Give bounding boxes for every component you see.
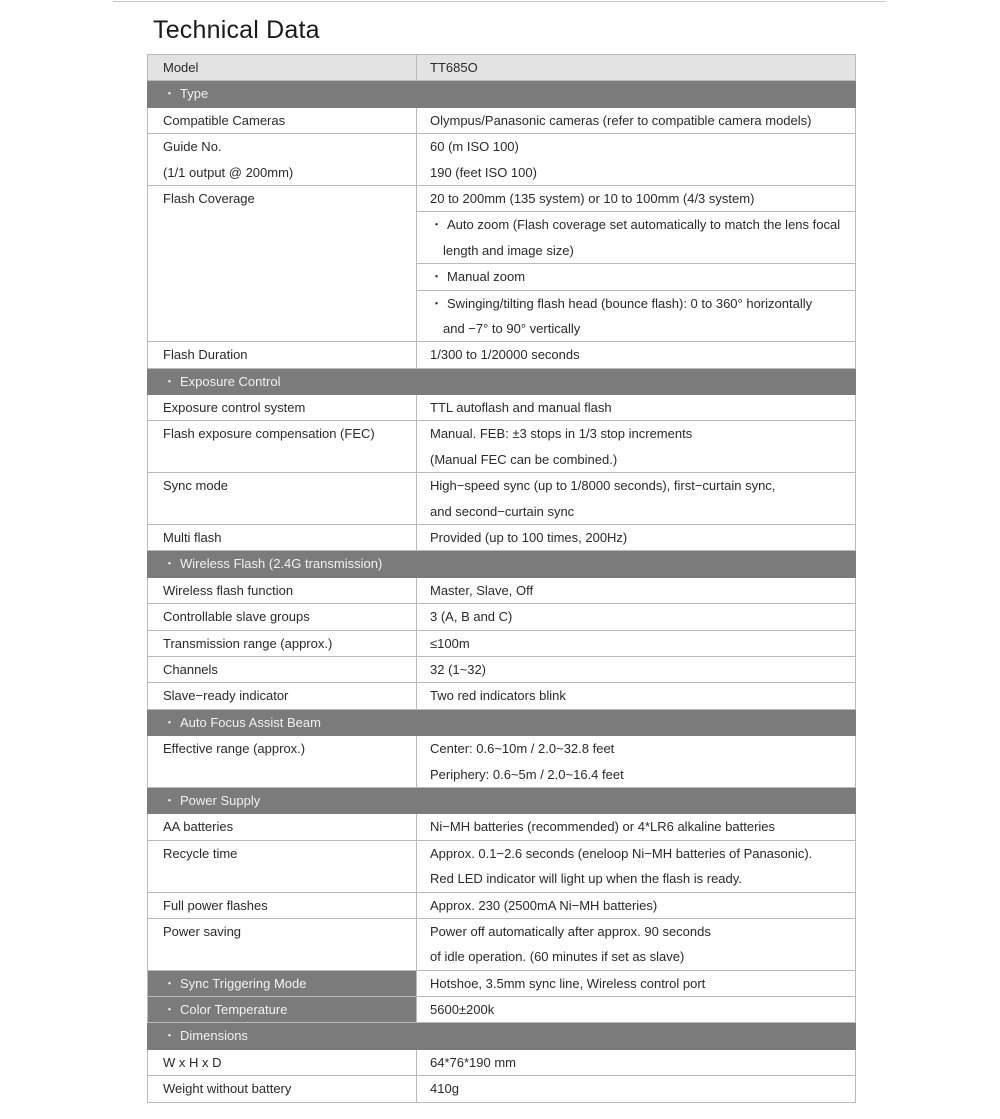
row-value: Red LED indicator will light up when the flash is ready. xyxy=(430,871,742,887)
row-value: length and image size) xyxy=(443,242,574,258)
row-value: 32 (1~32) xyxy=(430,661,487,677)
page-title: Technical Data xyxy=(153,16,320,44)
row-label: Recycle time xyxy=(163,845,238,861)
row-label: Transmission range (approx.) xyxy=(163,635,333,651)
row-value: Manual zoom xyxy=(447,269,526,285)
bullet-icon: ・ xyxy=(163,373,177,389)
section-title: Auto Focus Assist Beam xyxy=(180,714,321,730)
row-label: Full power flashes xyxy=(163,897,268,913)
row-label: Exposure control system xyxy=(163,400,306,416)
table-row xyxy=(148,1049,856,1075)
section-title: Wireless Flash (2.4G transmission) xyxy=(180,556,383,572)
bullet-icon: ・ xyxy=(430,295,444,311)
section-header-wireless xyxy=(148,551,856,577)
bullet-icon: ・ xyxy=(163,975,177,991)
table-row xyxy=(148,604,856,630)
row-value: TTL autoflash and manual flash xyxy=(430,400,612,416)
row-label: Controllable slave groups xyxy=(163,609,310,625)
row-value: 20 to 200mm (135 system) or 10 to 100mm (4/3 system) xyxy=(430,190,755,206)
row-value: Approx. 230 (2500mA Ni−MH batteries) xyxy=(430,897,658,913)
table-row xyxy=(148,892,856,918)
row-value: High−speed sync (up to 1/8000 seconds), first−curtain sync, xyxy=(430,478,776,494)
table-row-model xyxy=(148,55,856,81)
row-label: Flash Duration xyxy=(163,347,248,363)
row-value: Manual. FEB: ±3 stops in 1/3 stop increments xyxy=(430,426,693,442)
row-value: 5600±200k xyxy=(430,1002,495,1018)
section-header-type xyxy=(148,81,856,107)
row-value: 190 (feet ISO 100) xyxy=(430,164,537,180)
table-row xyxy=(148,736,856,788)
section-title: Type xyxy=(180,86,209,102)
table-row xyxy=(148,185,856,211)
bullet-icon: ・ xyxy=(163,714,177,730)
bullet-icon: ・ xyxy=(430,269,444,285)
row-value: Center: 0.6~10m / 2.0~32.8 feet xyxy=(430,741,615,757)
section-header-af xyxy=(148,709,856,735)
table-row xyxy=(148,473,856,525)
section-header-power xyxy=(148,787,856,813)
row-label: (1/1 output @ 200mm) xyxy=(163,164,294,180)
table-row xyxy=(148,525,856,551)
row-label: Model xyxy=(148,55,417,81)
row-label: Guide No. xyxy=(163,139,222,155)
table-row xyxy=(148,656,856,682)
table-row-sync-trigger xyxy=(148,970,856,996)
row-label: Weight without battery xyxy=(163,1081,292,1097)
row-value: Auto zoom (Flash coverage set automatically to match the lens focal xyxy=(447,217,841,233)
table-row xyxy=(148,683,856,709)
table-row xyxy=(148,395,856,421)
row-value: TT685O xyxy=(417,55,856,81)
row-value: of idle operation. (60 minutes if set as slave) xyxy=(430,949,685,965)
row-label: AA batteries xyxy=(163,819,234,835)
row-value: Master, Slave, Off xyxy=(430,582,534,598)
table-row xyxy=(148,840,856,892)
section-header-exposure xyxy=(148,368,856,394)
row-value: 60 (m ISO 100) xyxy=(430,139,519,155)
row-value: ≤100m xyxy=(430,635,470,651)
section-title: Dimensions xyxy=(180,1028,248,1044)
section-title: Color Temperature xyxy=(180,1002,288,1018)
table-row xyxy=(148,630,856,656)
table-row xyxy=(148,134,856,186)
row-value: Approx. 0.1−2.6 seconds (eneloop Ni−MH batteries of Panasonic). xyxy=(430,845,813,861)
row-value: Ni−MH batteries (recommended) or 4*LR6 alkaline batteries xyxy=(430,819,776,835)
row-label: Flash Coverage xyxy=(163,190,255,206)
bullet-icon: ・ xyxy=(430,217,444,233)
bullet-icon: ・ xyxy=(163,556,177,572)
row-label: Slave−ready indicator xyxy=(163,688,289,704)
row-value: and −7° to 90° vertically xyxy=(443,320,581,336)
table-row xyxy=(148,1076,856,1102)
table-row xyxy=(148,577,856,603)
row-label: Power saving xyxy=(163,923,242,939)
row-value: and second−curtain sync xyxy=(430,503,575,519)
row-value: Provided (up to 100 times, 200Hz) xyxy=(430,530,628,546)
row-value: 64*76*190 mm xyxy=(430,1054,516,1070)
top-divider xyxy=(113,1,886,2)
row-value: Hotshoe, 3.5mm sync line, Wireless control port xyxy=(430,975,706,991)
row-label: Flash exposure compensation (FEC) xyxy=(163,426,375,442)
row-label: Wireless flash function xyxy=(163,582,294,598)
row-label: Effective range (approx.) xyxy=(163,741,306,757)
row-value: 410g xyxy=(430,1081,459,1097)
row-value: Olympus/Panasonic cameras (refer to compatible camera models) xyxy=(430,112,812,128)
table-row xyxy=(148,421,856,473)
row-value: Two red indicators blink xyxy=(430,688,566,704)
table-row xyxy=(148,342,856,368)
section-title: Sync Triggering Mode xyxy=(180,975,307,991)
row-label: Sync mode xyxy=(163,478,229,494)
table-row xyxy=(148,107,856,133)
section-title: Exposure Control xyxy=(180,373,281,389)
row-label: Channels xyxy=(163,661,218,677)
table-row-color-temp xyxy=(148,997,856,1023)
row-value: (Manual FEC can be combined.) xyxy=(430,451,618,467)
bullet-icon: ・ xyxy=(163,792,177,808)
table-row xyxy=(148,918,856,970)
section-title: Power Supply xyxy=(180,792,261,808)
row-value: Power off automatically after approx. 90 seconds xyxy=(430,923,711,939)
section-header-dimensions xyxy=(148,1023,856,1049)
bullet-icon: ・ xyxy=(163,1028,177,1044)
row-label: W x H x D xyxy=(163,1054,222,1070)
bullet-icon: ・ xyxy=(163,86,177,102)
row-value: Swinging/tilting flash head (bounce flash): 0 to 360° horizontally xyxy=(447,295,813,311)
row-value: Periphery: 0.6~5m / 2.0~16.4 feet xyxy=(430,766,624,782)
row-value: 3 (A, B and C) xyxy=(430,609,513,625)
table-row xyxy=(148,814,856,840)
row-value: 1/300 to 1/20000 seconds xyxy=(430,347,580,363)
technical-data-table xyxy=(147,54,856,1103)
bullet-icon: ・ xyxy=(163,1002,177,1018)
row-label: Multi flash xyxy=(163,530,222,546)
row-label: Compatible Cameras xyxy=(163,112,286,128)
